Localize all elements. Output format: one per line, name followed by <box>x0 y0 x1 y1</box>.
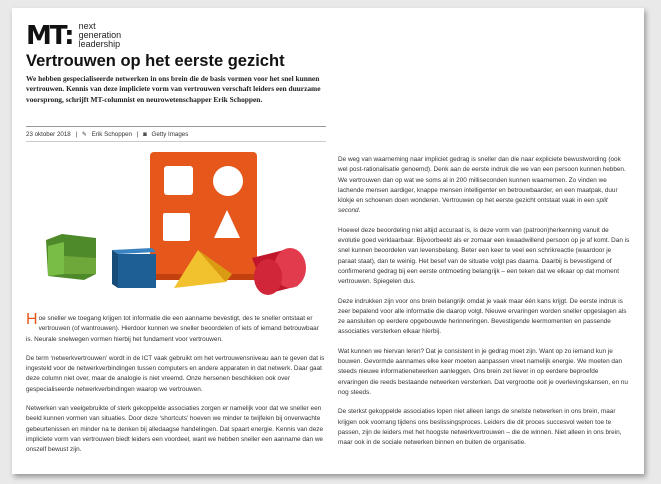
paragraph: De sterkst gekoppelde associaties lopen niet alleen langs de snelste netwerken in ons brein, maar krijgen ook voorrang tijdens ons beslissingsproces. Leiders die dit proces succesvol weten toe te passen, zijn de leiders met het hoogste netwerkvertrouwen – die de winnen. Niet alleen in ons brein, maar ook in de sociale netwerken binnen en buiten de organisatie. <box>338 408 622 447</box>
paragraph: Netwerken van veelgebruikte of sterk gekoppelde associaties zorgen er namelijk voor dat we sneller een beeld kunnen vormen van situaties. Door deze ‘shortcuts’ hoeven we minder te twijfelen bij onverwachte gebeurtenissen en minder na te denken bij alledaagse handelingen. Dat spaart energie. Kennis van deze impliciete vorm van vertrouwen biedt leiders een voordeel, want we hebben sneller een aanname dan we onszelf bewust zijn. <box>26 405 324 454</box>
paragraph: Hoewel deze beoordeling niet altijd accuraat is, is deze vorm van (patroon)herkenning vanuit de evolutie goed verklaarbaar. Bijvoorbeeld als er zomaar een kwaadwillend persoon op je af komt. Dan is snel kunnen beoordelen van levensbelang. Beter een keer te veel een schrikreactie (waardoor je paraat staat), dan te weinig. Het besef van de situatie volgt pas daarna. Daarbij is bevestigend of confirmerend gedrag bij een eerste ontmoeting belangrijk – een teken dat we elkaar op dat moment vertrouwen. Spiegelen dus. <box>338 226 630 286</box>
pencil-icon: ✎ <box>81 131 87 138</box>
author-link[interactable]: Erik Schoppen <box>91 131 132 138</box>
blue-block <box>112 248 156 288</box>
paragraph <box>26 311 326 345</box>
red-block <box>252 248 306 295</box>
mt-logo[interactable] <box>26 22 121 49</box>
logo-tagline <box>79 22 122 49</box>
hero-image <box>26 146 326 311</box>
logo-line: leadership <box>78 39 121 49</box>
paragraph-text: oe sneller we toegang krijgen tot informatie die een aanname bevestigt, des te sneller ontstaat er vertrouwen (of wantrouwen). Hierdoor kunnen we sneller beoordelen of iets of iemand betrouwbaar is. Neurale snelwegen vormen hierbij het fundament voor vertrouwen. <box>26 315 319 343</box>
article-column-left <box>26 311 326 465</box>
article-meta <box>26 126 326 142</box>
article-page <box>12 8 644 474</box>
article-column-right <box>338 155 630 457</box>
article-intro: We hebben gespecialiseerde netwerken in ons brein die de basis vormen voor het snel kunnen vertrouwen. Kennis van deze impliciete vorm van vertrouwen verschaft leiders een duurzame voorsprong, schrijft MT-columnist en neurowetenschapper Erik Schoppen. <box>26 74 321 104</box>
paragraph <box>338 155 630 217</box>
logo-line: next <box>78 21 96 31</box>
image-credit: Getty Images <box>151 131 189 138</box>
drop-cap: H <box>26 311 38 328</box>
logo-mark: MT: <box>26 20 73 51</box>
page-title: Vertrouwen op het eerste gezicht <box>26 52 285 70</box>
paragraph: De term ‘netwerkvertrouwen’ wordt in de ICT vaak gebruikt om het vertrouwensniveau aan te geven dat is ingesteld voor de netwerkverbindingen tussen computers en andere apparaten in dat netwerk. Daar gaat deze column niet over, maar de analogie is niet vreemd. Onze hersenen beschikken ook over gespecialiseerde netwerkverbindingen waarop we vertrouwen. <box>26 354 325 393</box>
separator: | <box>136 131 139 138</box>
emphasis: split second <box>338 197 608 215</box>
paragraph-text: . <box>358 207 361 215</box>
paragraph-text: De weg van waarneming naar impliciet gedrag is sneller dan die naar expliciete bewustwording (ook wel post-rationalisatie genoemd). Denk aan de eerste indruk die we van een persoon kunnen hebben. We vertrouwen dan op wat we soms al in 200 milliseconden kunnen waarnemen. Zo vinden we lachende mensen aardiger, knappe mensen intelligenter en betrouwbaarder, en een maatpak, duur klokje en schoenen doen wonderen. Vertrouwen op het eerste gezicht ontstaat vaak in een <box>338 156 626 205</box>
green-block <box>46 234 96 280</box>
paragraph: Wat kunnen we hiervan leren? Dat je consistent in je gedrag moet zijn. Want op zo iemand kun je bouwen. Gevormde aannames elke keer moeten aanpassen vreet namelijk energie. We moeten dan steeds nieuwe informatienetwerken aanleggen. Ons brein zet liever in op eerdere beproefde ervaringen die reeds bestaande netwerken versterken. Dat vergrootte ooit je overlevingskansen, en nu nog steeds. <box>338 347 628 396</box>
publish-date: 23 oktober 2018 <box>26 131 71 138</box>
logo-line: generation <box>78 30 122 40</box>
paragraph: Deze indrukken zijn voor ons brein belangrijk omdat je vaak maar één kans krijgt. De eerste indruk is zeer bepalend voor alle informatie die daarop volgt. Nieuwe ervaringen worden sneller opgeslagen als ze aansluiten op eerdere opgebouwde herinneringen. Bevestigende leermomenten en passende associaties versterken elkaar hierbij. <box>338 297 627 336</box>
camera-icon: ◙ <box>143 131 147 138</box>
separator: | <box>75 131 78 138</box>
